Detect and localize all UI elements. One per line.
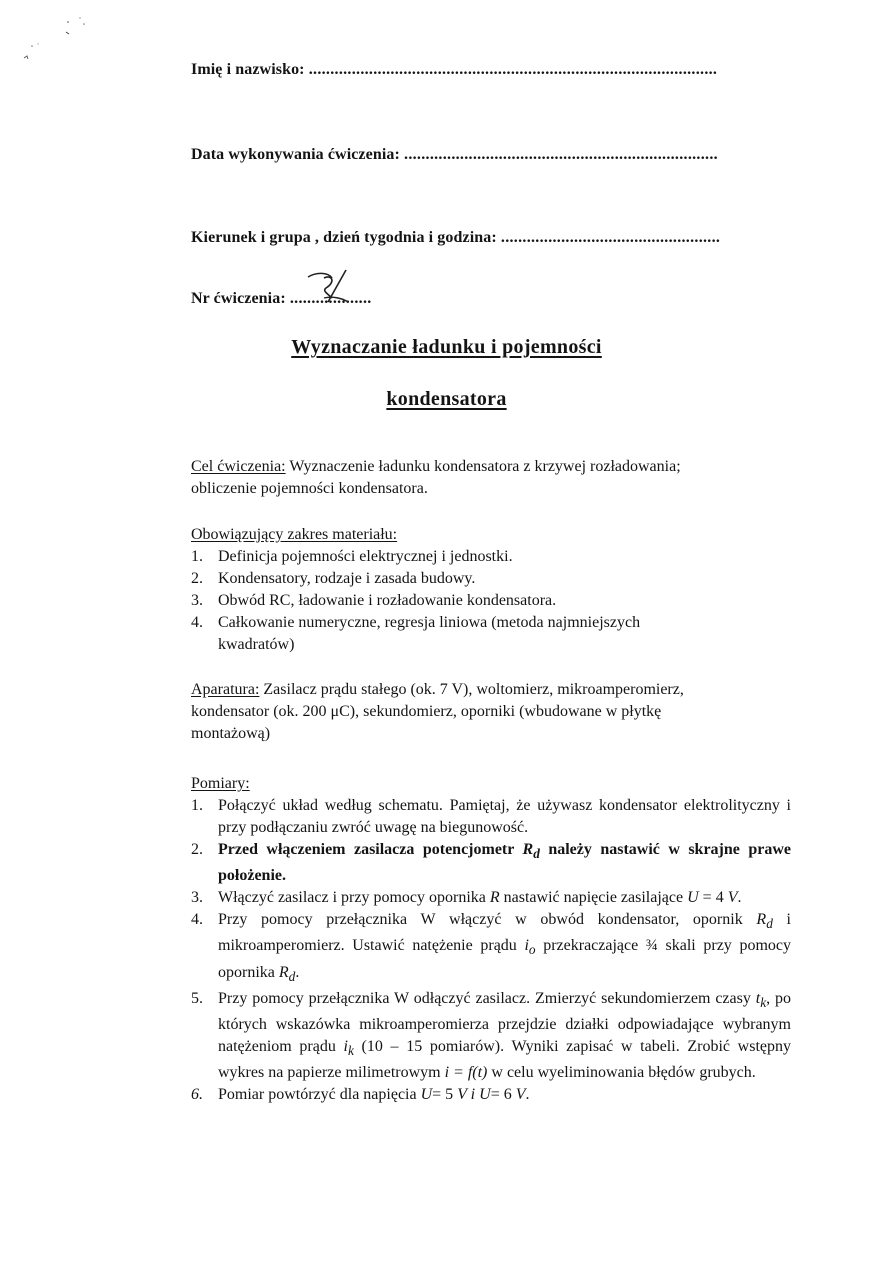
scope-label: Obowiązujący zakres materiału:	[191, 526, 398, 543]
list-item	[191, 1084, 791, 1106]
unit: V	[515, 1086, 526, 1104]
list-text: należy nastawić w skrajne prawe położenie.	[218, 841, 791, 885]
list-number: 3.	[191, 889, 203, 907]
title-line-1: Wyznaczanie ładunku i pojemności	[291, 336, 602, 358]
goal-section	[191, 456, 791, 500]
apparatus-text-line-1: Zasilacz prądu stałego (ok. 7 V), woltomierz, mikroamperomierz,	[259, 681, 684, 698]
list-item	[191, 795, 791, 839]
list-number: 1.	[191, 797, 203, 814]
goal-text-line-1: Wyznaczenie ładunku kondensatora z krzywej rozładowania;	[285, 458, 681, 475]
date-dots: .........................................................................	[404, 146, 718, 163]
list-item	[191, 568, 791, 590]
list-text: nastawić napięcie zasilające	[499, 889, 688, 907]
list-text: .	[525, 1086, 530, 1104]
list-number: 2.	[191, 841, 203, 858]
list-item	[191, 546, 791, 568]
list-text: Kondensatory, rodzaje i zasada budowy.	[218, 570, 476, 587]
list-text: .	[295, 963, 300, 981]
apparatus-text-line-2: kondensator (ok. 200 μC), sekundomierz, oporniki (wbudowane w płytkę	[191, 703, 662, 720]
list-item	[191, 887, 791, 909]
list-text: Połączyć układ według schematu. Pamiętaj, że używasz kondensator elektrolityczny i przy podłączaniu zwróć uwagę na biegunowość.	[218, 797, 791, 836]
title-line-2: kondensatora	[386, 388, 507, 410]
variable: U	[687, 889, 699, 907]
measurements-label: Pomiary:	[191, 775, 250, 792]
list-text: = 4	[698, 889, 728, 907]
list-number: 6.	[191, 1086, 203, 1104]
list-number: 3.	[191, 592, 203, 609]
group-label: Kierunek i grupa , dzień tygodnia i godzina:	[191, 229, 497, 246]
measurements-section	[191, 773, 791, 1106]
list-item	[191, 988, 791, 1084]
handwritten-number-mark	[302, 268, 358, 304]
apparatus-section	[191, 679, 791, 745]
subscript: k	[760, 994, 767, 1010]
variable: i	[524, 937, 529, 955]
variable: R	[756, 911, 767, 929]
list-text: Obwód RC, ładowanie i rozładowanie kondensatora.	[218, 592, 557, 609]
variable: t	[755, 989, 761, 1007]
date-label: Data wykonywania ćwiczenia:	[191, 146, 400, 163]
list-number: 1.	[191, 548, 203, 565]
scope-section	[191, 524, 791, 656]
list-text: , po których wskazówka mikroamperomierza przejdzie działki odpowiadające wybranym natężeniom prądu	[218, 989, 792, 1055]
subscript: k	[347, 1043, 354, 1059]
variable: R	[278, 963, 289, 981]
apparatus-label: Aparatura:	[191, 681, 260, 698]
name-dots: ...............................................................................................	[308, 61, 718, 78]
subscript: d	[533, 846, 540, 862]
list-item	[191, 909, 791, 988]
list-text: przekraczające ¾ skali przy pomocy opornika	[218, 937, 792, 981]
list-number: 4.	[191, 614, 203, 631]
list-number: 4.	[191, 911, 203, 929]
list-text: .	[737, 889, 742, 907]
list-text: w celu wyeliminowania błędów grubych.	[487, 1064, 756, 1082]
list-item	[191, 839, 791, 887]
list-text: = 5	[432, 1086, 458, 1104]
list-item	[191, 612, 718, 656]
apparatus-text-line-3: montażową)	[191, 725, 271, 742]
subscript: d	[288, 968, 296, 984]
exercise-number-label: Nr ćwiczenia:	[191, 290, 286, 307]
list-text: = 6	[490, 1086, 516, 1104]
list-text: (10 – 15 pomiarów). Wyniki zapisać w tabeli. Zrobić wstępny wykres na papierze milimetrowym	[218, 1037, 792, 1082]
variable: R	[489, 889, 500, 907]
exercise-number-dots: ...................	[289, 290, 372, 307]
list-item	[191, 590, 791, 612]
name-field	[191, 60, 717, 80]
list-text: i	[466, 1086, 480, 1104]
list-text: i mikroamperomierz. Ustawić natężenie prądu	[218, 911, 792, 955]
unit: V	[727, 889, 738, 907]
scan-specks	[18, 14, 98, 74]
list-text: Przed włączeniem zasilacza potencjometr	[218, 841, 523, 858]
subscript: d	[766, 916, 773, 932]
name-label: Imię i nazwisko:	[191, 61, 305, 78]
goal-label: Cel ćwiczenia:	[191, 458, 286, 475]
measurements-list	[191, 795, 791, 1106]
list-text: Przy pomocy przełącznika W włączyć w obwód kondensator, opornik	[218, 911, 757, 929]
scope-list	[191, 546, 791, 656]
variable: U	[479, 1086, 491, 1104]
unit: V	[457, 1086, 467, 1104]
goal-text-line-2: obliczenie pojemności kondensatora.	[191, 480, 428, 497]
list-text: Pomiar powtórzyć dla napięcia	[218, 1086, 421, 1104]
group-dots: ...................................................	[500, 229, 721, 246]
variable: U	[420, 1086, 433, 1104]
list-number: 5.	[191, 989, 203, 1007]
variable: i	[343, 1037, 348, 1055]
list-text: Całkowanie numeryczne, regresja liniowa (metoda najmniejszych kwadratów)	[218, 614, 641, 653]
list-text: Definicja pojemności elektrycznej i jednostki.	[218, 548, 513, 565]
list-number: 2.	[191, 570, 203, 587]
variable: R	[522, 841, 534, 858]
subscript: o	[528, 942, 536, 958]
list-text: Przy pomocy przełącznika W odłączyć zasilacz. Zmierzyć sekundomierzem czasy	[218, 989, 756, 1007]
formula: i = f(t)	[444, 1064, 488, 1082]
date-field	[191, 145, 718, 165]
list-text: Włączyć zasilacz i przy pomocy opornika	[218, 889, 490, 907]
group-field	[191, 228, 720, 248]
